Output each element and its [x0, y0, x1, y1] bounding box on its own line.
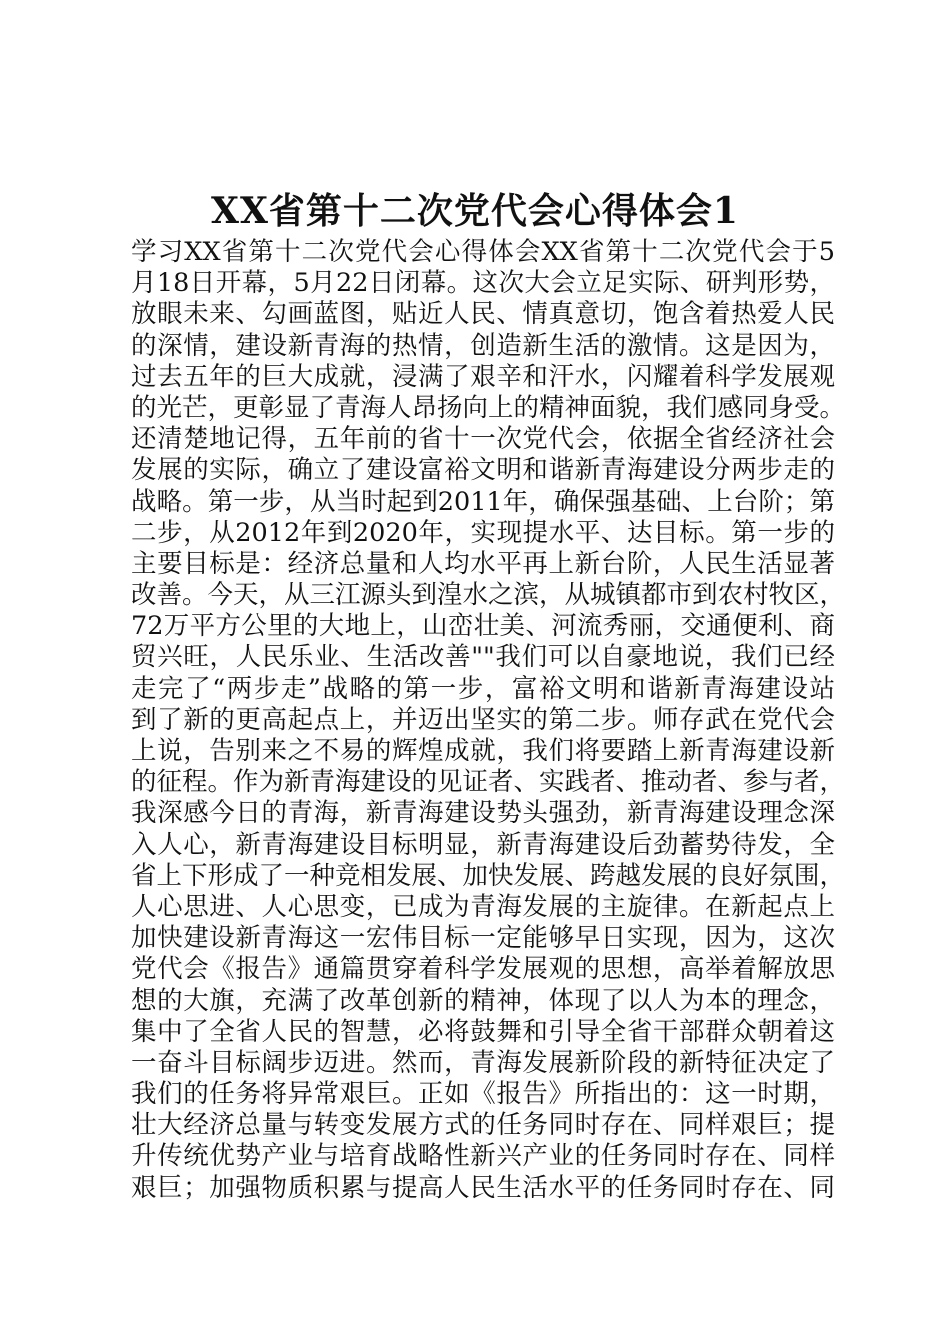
body-line: 战略。第一步，从当时起到2011年，确保强基础、上台阶；第 [131, 486, 835, 517]
body-line: 还清楚地记得，五年前的省十一次党代会，依据全省经济社会 [131, 424, 835, 455]
body-line: 改善。今天，从三江源头到湟水之滨，从城镇都市到农村牧区， [131, 580, 846, 611]
body-line: 人心思进、人心思变，已成为青海发展的主旋律。在新起点上 [131, 891, 835, 922]
body-line: 入人心，新青海建设目标明显，新青海建设后劲蓄势待发，全 [131, 829, 835, 860]
body-line: 走完了“两步走”战略的第一步，富裕文明和谐新青海建设站 [131, 673, 835, 704]
body-line: 省上下形成了一种竞相发展、加快发展、跨越发展的良好氛围， [131, 860, 846, 891]
body-line: 我们的任务将异常艰巨。正如《报告》所指出的：这一时期， [131, 1079, 835, 1110]
body-line: 到了新的更高起点上，并迈出坚实的第二步。师存武在党代会 [131, 704, 835, 735]
body-line: 加快建设新青海这一宏伟目标一定能够早日实现，因为，这次 [131, 923, 835, 954]
body-line: 升传统优势产业与培育战略性新兴产业的任务同时存在、同样 [131, 1141, 835, 1172]
document-body [131, 237, 846, 1204]
body-line: 想的大旗，充满了改革创新的精神，体现了以人为本的理念， [131, 985, 835, 1016]
body-line: 二步，从2012年到2020年，实现提水平、达目标。第一步的 [131, 517, 835, 548]
body-line: 的征程。作为新青海建设的见证者、实践者、推动者、参与者， [131, 767, 846, 798]
body-line: 过去五年的巨大成就，浸满了艰辛和汗水，闪耀着科学发展观 [131, 361, 835, 392]
body-line: 放眼未来、勾画蓝图，贴近人民、情真意切，饱含着热爱人民 [131, 299, 835, 330]
document-title: XX省第十二次党代会心得体会1 [211, 190, 739, 232]
body-line: 主要目标是：经济总量和人均水平再上新台阶，人民生活显著 [131, 548, 835, 579]
body-line: 的深情，建设新青海的热情，创造新生活的激情。这是因为， [131, 330, 835, 361]
body-line: 艰巨；加强物质积累与提高人民生活水平的任务同时存在、同 [131, 1172, 835, 1203]
body-line: 学习XX省第十二次党代会心得体会XX省第十二次党代会于5 [131, 237, 835, 267]
body-line: 贸兴旺，人民乐业、生活改善""我们可以自豪地说，我们已经 [131, 642, 835, 673]
body-line: 党代会《报告》通篇贯穿着科学发展观的思想，高举着解放思 [131, 954, 835, 985]
body-line: 一奋斗目标阔步迈进。然而，青海发展新阶段的新特征决定了 [131, 1047, 835, 1078]
body-line: 发展的实际，确立了建设富裕文明和谐新青海建设分两步走的 [131, 455, 835, 486]
body-line: 的光芒，更彰显了青海人昂扬向上的精神面貌，我们感同身受。 [131, 392, 846, 423]
body-line: 我深感今日的青海，新青海建设势头强劲，新青海建设理念深 [131, 798, 835, 829]
body-line: 上说，告别来之不易的辉煌成就，我们将要踏上新青海建设新 [131, 736, 835, 766]
body-line: 72万平方公里的大地上，山峦壮美、河流秀丽，交通便利、商 [131, 611, 835, 642]
body-line: 月18日开幕，5月22日闭幕。这次大会立足实际、研判形势， [131, 268, 835, 299]
body-line: 集中了全省人民的智慧，必将鼓舞和引导全省干部群众朝着这 [131, 1016, 835, 1047]
body-line: 壮大经济总量与转变发展方式的任务同时存在、同样艰巨；提 [131, 1110, 835, 1141]
